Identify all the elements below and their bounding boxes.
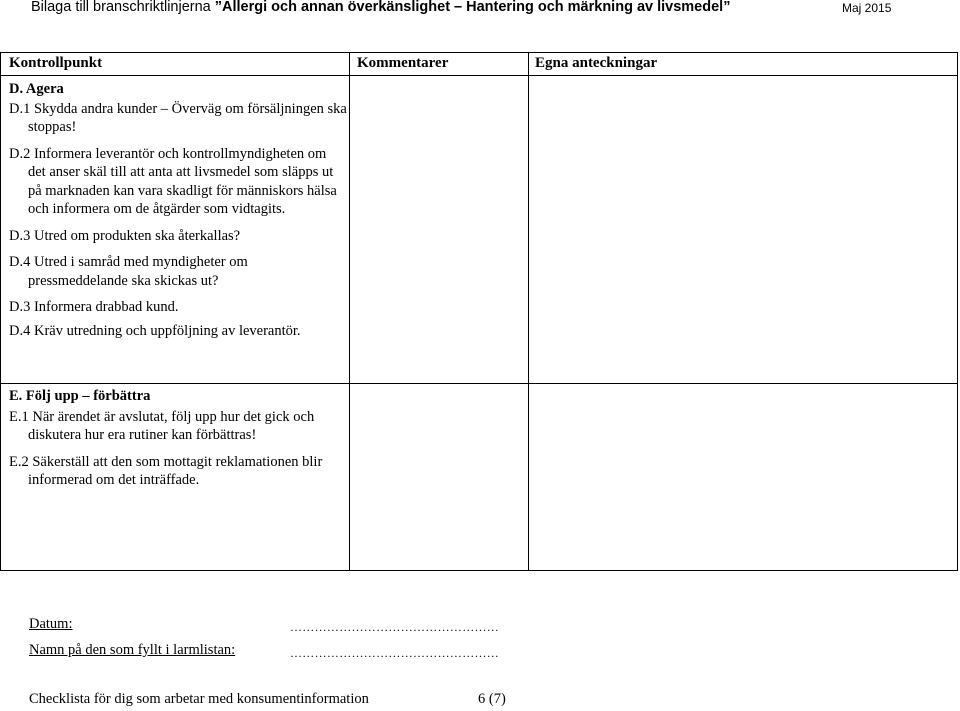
checkpoint-d2: D.2 Informera leverantör och kontrollmyndigheten om det anser skäl till att anta att livsmedel som släpps ut på marknaden kan vara skadligt för människors hälsa och informera om de åtgärder som vidtagits. xyxy=(9,145,337,217)
section-d xyxy=(9,80,347,340)
header-date: Maj 2015 xyxy=(842,1,892,15)
column-header-egna-anteckningar: Egna anteckningar xyxy=(535,55,658,71)
column-header-kommentarer: Kommentarer xyxy=(357,55,449,71)
footer-text: Checklista för dig som arbetar med konsumentinformation xyxy=(29,691,369,707)
column-header-kontrollpunkt: Kontrollpunkt xyxy=(9,55,103,71)
header-title-line xyxy=(31,0,730,15)
page-header xyxy=(0,0,960,18)
date-label: Datum: xyxy=(29,616,73,632)
header-row-border xyxy=(0,75,958,76)
table-left-border xyxy=(0,52,1,571)
name-label: Namn på den som fyllt i larmlistan: xyxy=(29,642,236,658)
header-prefix: Bilaga till branschriktlinjerna xyxy=(31,0,215,15)
checkpoint-d3-inform: D.3 Informera drabbad kund. xyxy=(9,299,179,315)
date-field[interactable]: …………………………………………… xyxy=(290,620,500,634)
checkpoint-e2: E.2 Säkerställ att den som mottagit reklamationen blir informerad om det inträffade. xyxy=(9,453,323,488)
section-e xyxy=(9,387,347,490)
checkpoint-d4-demand: D.4 Kräv utredning och uppföljning av leverantör. xyxy=(9,322,301,339)
section-e-heading: E. Följ upp – förbättra xyxy=(9,388,151,404)
header-title: ”Allergi och annan överkänslighet – Hantering och märkning av livsmedel” xyxy=(214,0,731,15)
column-divider-2 xyxy=(528,52,529,571)
table-right-border xyxy=(957,52,958,571)
checkpoint-d1: D.1 Skydda andra kunder – Överväg om försäljningen ska stoppas! xyxy=(9,100,347,135)
section-d-heading: D. Agera xyxy=(9,81,64,97)
checkpoint-e1: E.1 När ärendet är avslutat, följ upp hur det gick och diskutera hur era rutiner kan förbättras! xyxy=(9,408,315,443)
checkpoint-d4: D.4 Utred i samråd med myndigheter om pressmeddelande ska skickas ut? xyxy=(9,254,248,289)
page-number: 6 (7) xyxy=(478,691,506,707)
name-field[interactable]: …………………………………………… xyxy=(290,646,500,660)
column-divider-1 xyxy=(349,52,350,571)
table-bottom-border xyxy=(0,570,958,571)
table-top-border xyxy=(0,52,958,53)
checkpoint-d3: D.3 Utred om produkten ska återkallas? xyxy=(9,227,241,244)
section-divider xyxy=(0,383,958,384)
